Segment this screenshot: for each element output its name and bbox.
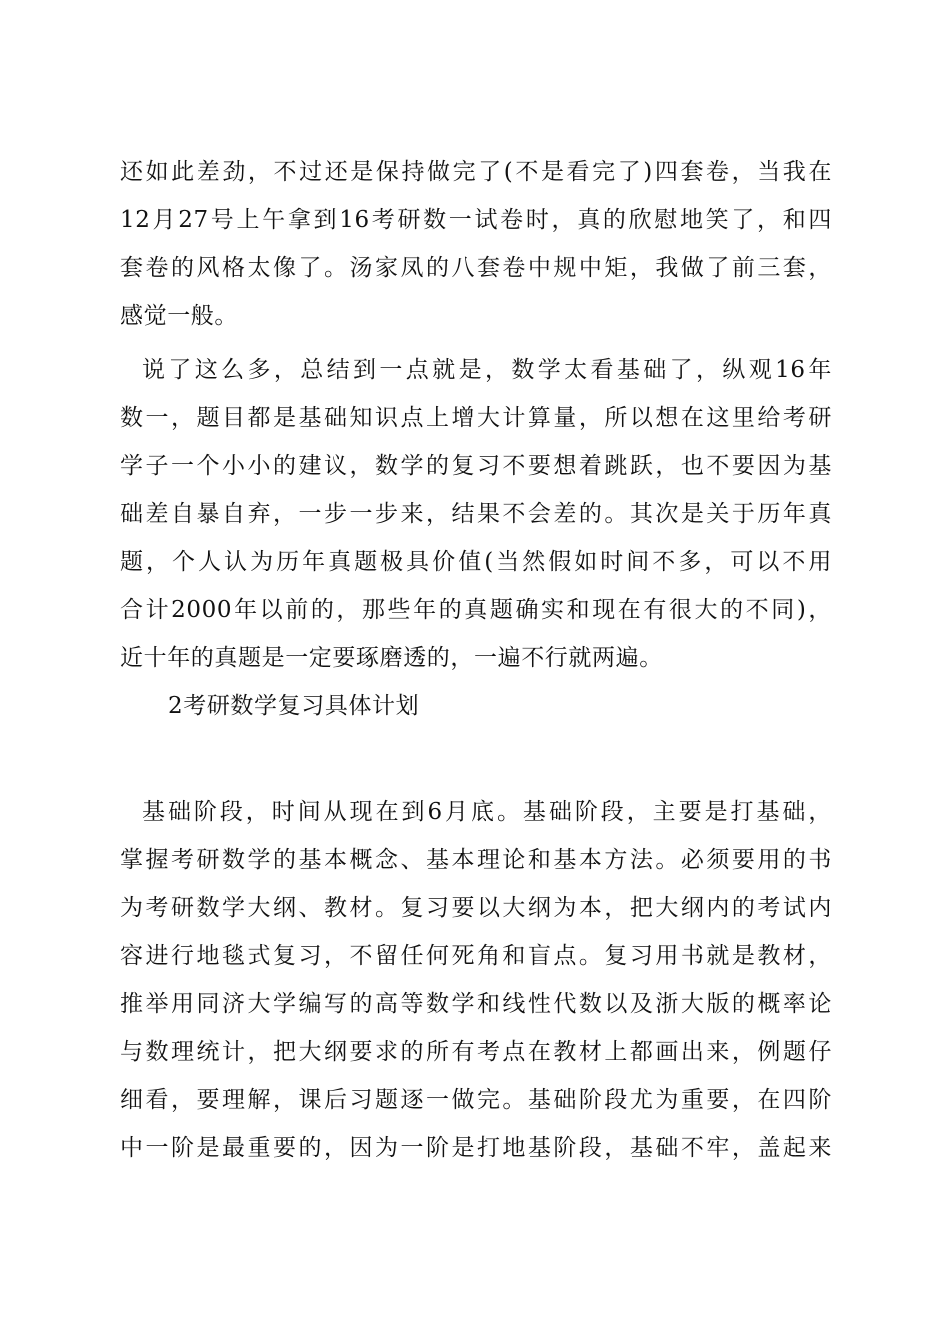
section-heading: 2考研数学复习具体计划 bbox=[168, 693, 420, 719]
text-line: 与数理统计，把大纲要求的所有考点在教材上都画出来，例题仔 bbox=[120, 1039, 832, 1065]
text-line: 推举用同济大学编写的高等数学和线性代数以及浙大版的概率论 bbox=[120, 991, 832, 1017]
document-page bbox=[120, 148, 832, 1172]
text-line: 础差自暴自弃，一步一步来，结果不会差的。其次是关于历年真 bbox=[120, 501, 832, 527]
text-line: 说了这么多，总结到一点就是，数学太看基础了，纵观16年 bbox=[142, 357, 832, 383]
text-line: 数一，题目都是基础知识点上增大计算量，所以想在这里给考研 bbox=[120, 405, 832, 431]
text-line: 基础阶段，时间从现在到6月底。基础阶段，主要是打基础， bbox=[142, 799, 832, 825]
text-line: 细看，要理解，课后习题逐一做完。基础阶段尤为重要，在四阶 bbox=[120, 1087, 832, 1113]
text-line: 套卷的风格太像了。汤家凤的八套卷中规中矩，我做了前三套， bbox=[120, 255, 832, 281]
text-line: 学子一个小小的建议，数学的复习不要想着跳跃，也不要因为基 bbox=[120, 453, 832, 479]
paragraph-1 bbox=[120, 148, 832, 340]
text-line: 容进行地毯式复习，不留任何死角和盲点。复习用书就是教材， bbox=[120, 943, 832, 969]
text-line: 中一阶是最重要的，因为一阶是打地基阶段，基础不牢，盖起来 bbox=[120, 1135, 832, 1161]
text-line: 掌握考研数学的基本概念、基本理论和基本方法。必须要用的书 bbox=[120, 847, 832, 873]
text-line: 感觉一般。 bbox=[120, 303, 238, 329]
spacer bbox=[120, 730, 832, 788]
text-line: 还如此差劲，不过还是保持做完了(不是看完了)四套卷，当我在 bbox=[120, 159, 832, 185]
text-line: 为考研数学大纲、教材。复习要以大纲为本，把大纲内的考试内 bbox=[120, 895, 832, 921]
paragraph-2 bbox=[120, 346, 832, 682]
text-line: 近十年的真题是一定要琢磨透的，一遍不行就两遍。 bbox=[120, 645, 663, 671]
text-line: 合计2000年以前的，那些年的真题确实和现在有很大的不同)， bbox=[120, 597, 832, 623]
text-line: 12月27号上午拿到16考研数一试卷时，真的欣慰地笑了，和四 bbox=[120, 207, 832, 233]
text-line: 题，个人认为历年真题极具价值(当然假如时间不多，可以不用 bbox=[120, 549, 832, 575]
paragraph-3 bbox=[120, 788, 832, 1172]
